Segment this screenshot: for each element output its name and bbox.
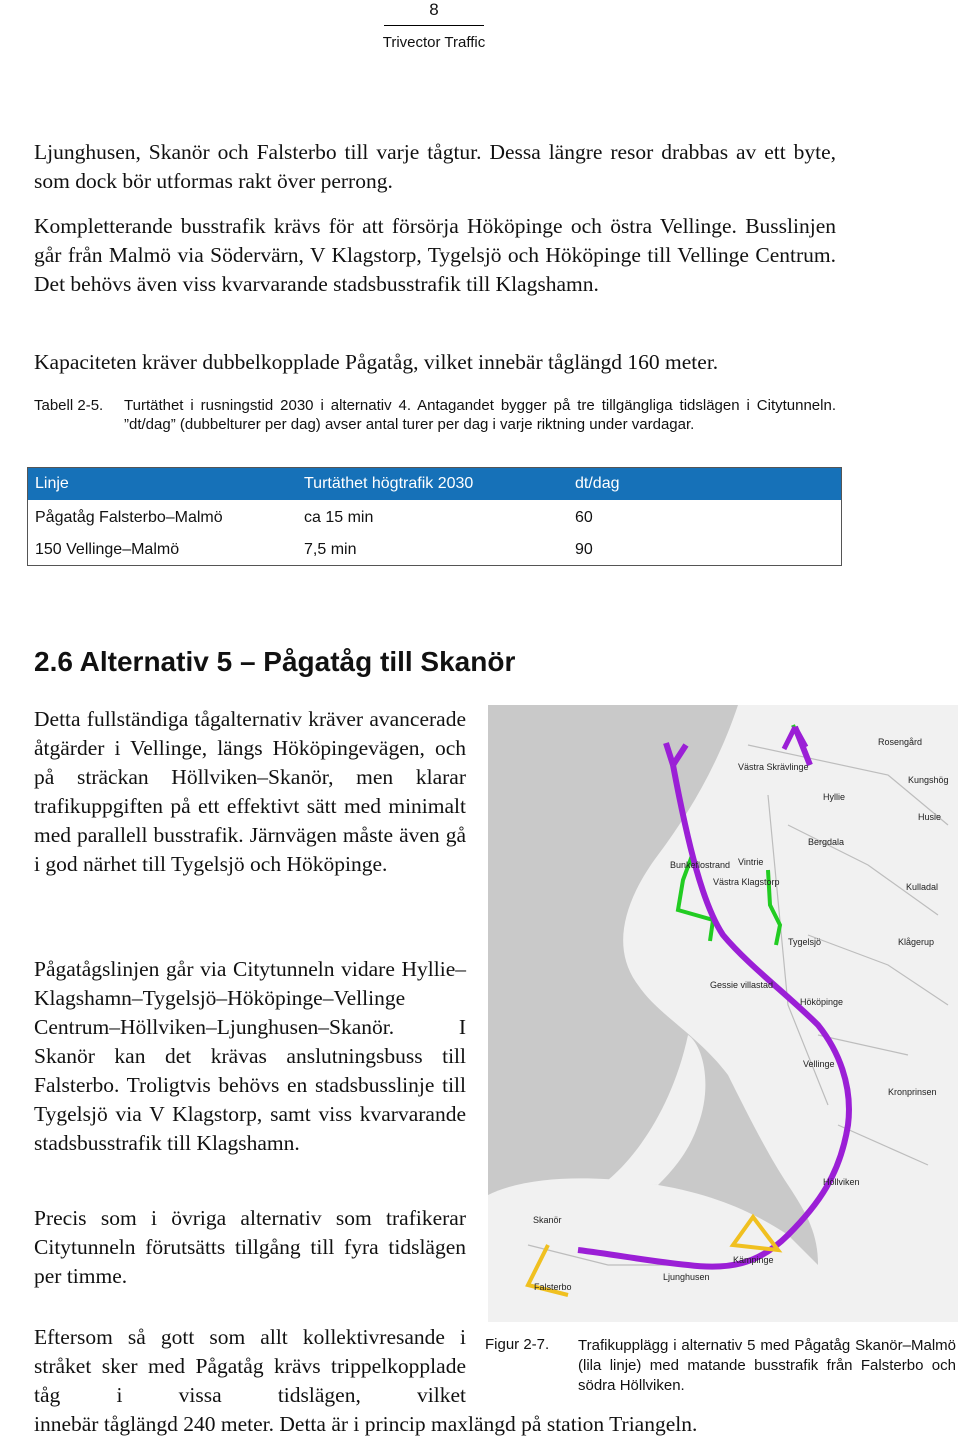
- route-map: [488, 705, 958, 1322]
- paragraph-1: Ljunghusen, Skanör och Falsterbo till varje tågtur. Dessa längre resor drabbas av ett byte, som dock bör utformas rakt över perrong.: [34, 140, 836, 193]
- table-header-cell: Turtäthet högtrafik 2030: [304, 475, 474, 492]
- map-label: Västra Klagstorp: [713, 877, 780, 887]
- figure-label: Figur 2-7.: [485, 1336, 550, 1353]
- column-paragraph-4: Eftersom så gott som allt kollektivresande i stråket sker med Pågatåg krävs trippelkopplade tåg i vissa tidslägen, vilket: [34, 1325, 466, 1407]
- map-label: Falsterbo: [534, 1282, 572, 1292]
- page-number: 8: [429, 0, 439, 19]
- map-label: Husie: [918, 812, 942, 822]
- table-cell: ca 15 min: [304, 509, 374, 526]
- map-label: Kulladal: [906, 882, 939, 892]
- table-header-cell: Linje: [35, 475, 69, 492]
- map-label: Kronprinsen: [888, 1087, 937, 1097]
- map-label: Höllviken: [823, 1177, 860, 1187]
- map-label: Bergdala: [808, 837, 845, 847]
- table-caption-text: Turtäthet i rusningstid 2030 i alternativ 4. Antagandet bygger på tre tillgängliga tidslägen i Citytunneln. ”dt/dag” (dubbelturer per dag) avser antal turer per dag i varje riktning under vardagar.: [124, 397, 836, 433]
- map-label: Hyllie: [823, 792, 846, 802]
- closing-line: innebär tåglängd 240 meter. Detta är i princip maxlängd på station Triangeln.: [34, 1412, 698, 1436]
- map-label: Kämpinge: [733, 1255, 774, 1265]
- map-label: Skanör: [533, 1215, 562, 1225]
- map-label: Kungshög: [908, 775, 949, 785]
- table-cell: 90: [575, 541, 593, 558]
- company-name: Trivector Traffic: [382, 34, 486, 51]
- table-cell: 7,5 min: [304, 541, 357, 558]
- table-cell: 150 Vellinge–Malmö: [35, 541, 180, 558]
- section-heading: 2.6 Alternativ 5 – Pågatåg till Skanör: [34, 646, 516, 677]
- map-label: Bunkeflostrand: [670, 860, 731, 870]
- table-row: [28, 502, 841, 534]
- map-label: Vintrie: [738, 857, 764, 867]
- paragraph-3: Kapaciteten kräver dubbelkopplade Pågatåg, vilket innebär tåglängd 160 meter.: [34, 350, 719, 374]
- header-rule: [384, 25, 484, 26]
- table-cell: Pågatåg Falsterbo–Malmö: [35, 509, 223, 526]
- table-caption: [34, 396, 836, 434]
- map-label: Hököpinge: [800, 997, 844, 1007]
- map-label: Ljunghusen: [663, 1272, 710, 1282]
- table-row: [28, 534, 841, 566]
- figure-caption: Trafikupplägg i alternativ 5 med Pågatåg Skanör–Malmö (lila linje) med matande busstrafik från Falsterbo och södra Höllviken.: [578, 1337, 956, 1394]
- column-paragraph-1: Detta fullständiga tågalternativ kräver avancerade åtgärder i Vellinge, längs Hököpingevägen, och på sträckan Höllviken–Skanör, men klarar trafikuppgiften på ett effektivt sätt med minimalt med parallell busstrafik. Järnvägen måste även gå i god närhet till Tygelsjö och Hököpinge.: [34, 707, 466, 876]
- table-caption-label: Tabell 2-5.: [34, 397, 104, 414]
- paragraph-2: Kompletterande busstrafik krävs för att försörja Hököpinge och östra Vellinge. Busslinjen går från Malmö via Södervärn, V Klagstorp, Tygelsjö och Hököpinge till Vellinge Centrum. Det behövs även viss kvarvarande stadsbusstrafik till Klagshamn.: [34, 214, 836, 296]
- map-label: Vellinge: [803, 1059, 835, 1069]
- table-header-cell: dt/dag: [575, 475, 620, 492]
- map-label: Gessie villastad: [710, 980, 774, 990]
- table-header-row: [28, 468, 841, 500]
- column-paragraph-2: Pågatågslinjen går via Citytunneln vidare Hyllie–Klagshamn–Tygelsjö–Hököpinge–Vellinge Centrum–Höllviken–Ljunghusen–Skanör. I Skanör kan det krävas anslutningsbuss till Falsterbo. Troligtvis behövs en stadsbusslinje till Tygelsjö via V Klagstorp, samt viss kvarvarande stadsbusstrafik till Klagshamn.: [34, 957, 466, 1155]
- frequency-table: [27, 467, 842, 566]
- map-label: Rosengård: [878, 737, 923, 747]
- column-paragraph-3: Precis som i övriga alternativ som trafikerar Citytunneln förutsätts tillgång till fyra tidslägen per timme.: [34, 1206, 466, 1288]
- map-label: Klågerup: [898, 937, 935, 947]
- table-cell: 60: [575, 509, 593, 526]
- map-label: Västra Skrävlinge: [738, 762, 809, 772]
- map-label: Tygelsjö: [788, 937, 822, 947]
